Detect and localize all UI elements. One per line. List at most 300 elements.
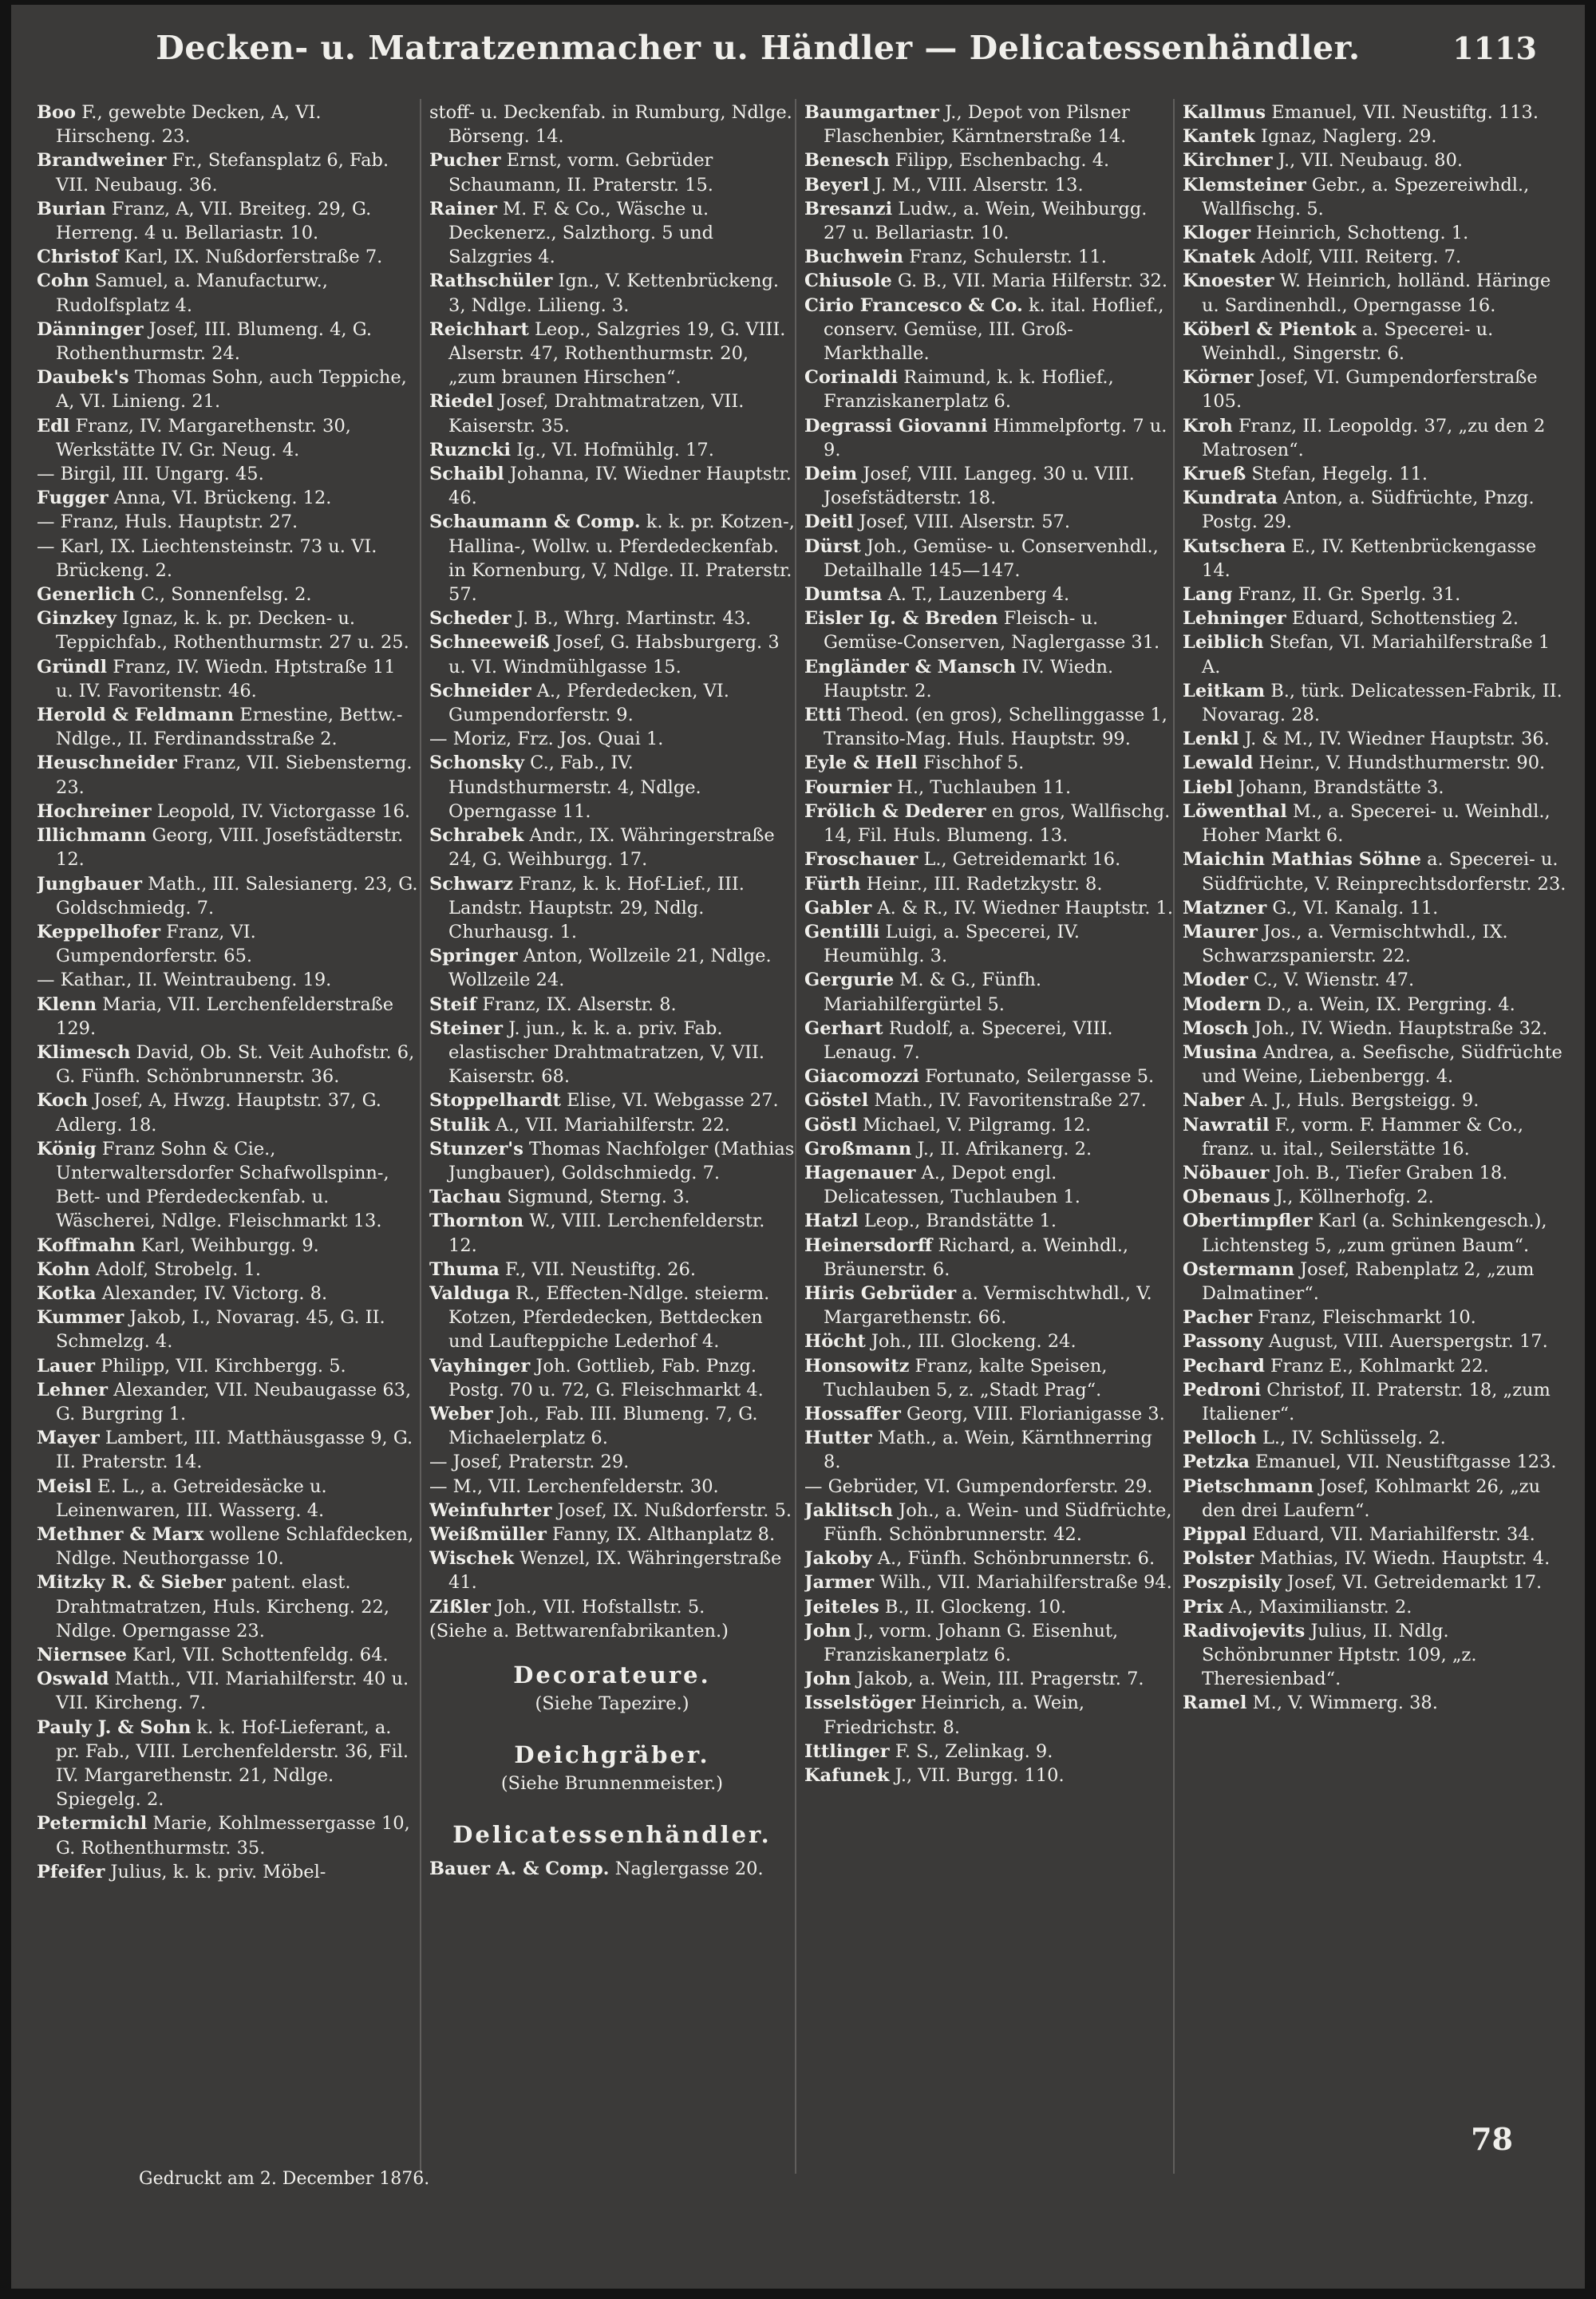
- directory-entry: [429, 1450, 795, 1474]
- entry-details: Franz, II. Leopoldg. 37, „zu den 2 Matrosen“.: [1202, 415, 1546, 460]
- entry-details: Thomas Sohn, auch Teppiche, A, VI. Linieng. 21.: [56, 367, 407, 413]
- entry-name: Weißmüller: [429, 1523, 547, 1545]
- entry-name: Knatek: [1183, 247, 1255, 268]
- directory-entry: [37, 968, 418, 992]
- entry-name: Springer: [429, 946, 518, 967]
- entry-details: August, VIII. Auerspergstr. 17.: [1268, 1331, 1548, 1353]
- entry-details: G. B., VII. Maria Hilferstr. 32.: [897, 271, 1168, 292]
- entry-details: Anna, VI. Brückeng. 12.: [113, 488, 332, 509]
- entry-details: — Karl, IX. Liechtensteinstr. 73 u. VI. Brückeng. 2.: [37, 535, 377, 581]
- entry-details: A., VII. Mariahilferstr. 22.: [495, 1114, 730, 1136]
- directory-entry: [1183, 800, 1570, 847]
- entry-details: Franz, Schulerstr. 11.: [909, 247, 1107, 268]
- entry-name: Lauer: [37, 1355, 95, 1377]
- entry-name: Keppelhofer: [37, 921, 160, 942]
- entry-name: Obenaus: [1183, 1187, 1270, 1208]
- directory-entry: [37, 1354, 418, 1378]
- entry-name: Dumtsa: [804, 584, 883, 606]
- entry-name: Nawratil: [1183, 1114, 1270, 1136]
- entry-details: (Siehe a. Bettwarenfabrikanten.): [429, 1620, 729, 1641]
- entry-name: Moder: [1183, 970, 1248, 991]
- entry-details: Franz, VI. Gumpendorferstr. 65.: [56, 921, 256, 967]
- entry-name: Prix: [1183, 1596, 1223, 1618]
- directory-entry: [804, 414, 1175, 462]
- entry-name: Benesch: [804, 150, 890, 172]
- entry-name: Kundrata: [1183, 488, 1278, 509]
- entry-name: Ruzncki: [429, 439, 512, 460]
- directory-entry: [37, 535, 418, 583]
- entry-name: Krueß: [1183, 464, 1246, 485]
- entry-name: Boo: [37, 102, 77, 123]
- directory-entry: [804, 1499, 1175, 1546]
- entry-name: Jakoby: [804, 1548, 872, 1570]
- entry-details: Josef, Rabenplatz 2, „zum Dalmatiner“.: [1202, 1258, 1535, 1304]
- directory-entry: [804, 1402, 1175, 1426]
- directory-entry: [429, 679, 795, 727]
- entry-name: Göstl: [804, 1114, 857, 1136]
- directory-entry: [804, 197, 1175, 245]
- entry-details: Josef, A, Hwzg. Hauptstr. 37, G. Adlerg. 18.: [56, 1090, 381, 1136]
- entry-details: Joh. Gottlieb, Fab. Pnzg. Postg. 70 u. 72, G. Fleischmarkt 4.: [448, 1355, 764, 1400]
- entry-details: Leopold, IV. Victorgasse 16.: [156, 800, 411, 822]
- directory-entry: [1183, 1450, 1570, 1474]
- entry-details: Ign., V. Kettenbrückeng. 3, Ndlge. Lilieng. 3.: [448, 271, 780, 316]
- entry-name: Höcht: [804, 1331, 866, 1353]
- entry-details: a. Vermischtwhdl., V. Margarethenstr. 66.: [824, 1282, 1152, 1329]
- entry-name: Gabler: [804, 897, 872, 918]
- entry-details: — Josef, Praterstr. 29.: [429, 1452, 630, 1473]
- entry-name: Thornton: [429, 1211, 524, 1232]
- entry-name: Mayer: [37, 1428, 100, 1449]
- entry-details: Math., IV. Favoritenstraße 27.: [874, 1090, 1147, 1112]
- entry-details: Stefan, VI. Mariahilferstraße 1 A.: [1202, 632, 1551, 677]
- entry-details: E., IV. Kettenbrückengasse 14.: [1202, 535, 1537, 581]
- entry-name: Kallmus: [1183, 102, 1266, 123]
- entry-name: Riedel: [429, 391, 494, 413]
- directory-entry: [1183, 1354, 1570, 1378]
- directory-entry: [37, 872, 418, 920]
- entry-details: F., vorm. F. Hammer & Co., franz. u. ital., Seilerstätte 16.: [1202, 1114, 1524, 1159]
- directory-entry: [804, 1595, 1175, 1619]
- entry-name: Stunzer's: [429, 1138, 523, 1159]
- directory-entry: [1183, 1426, 1570, 1450]
- entry-name: Körner: [1183, 367, 1254, 389]
- entry-details: — Birgil, III. Ungarg. 45.: [37, 464, 264, 485]
- entry-name: Hochreiner: [37, 800, 152, 822]
- directory-entry: [429, 1088, 795, 1112]
- entry-details: J., Depot von Pilsner Flaschenbier, Kärntnerstraße 14.: [824, 102, 1130, 148]
- entry-details: Math., III. Salesianerg. 23, G. Goldschmiedg. 7.: [56, 873, 418, 918]
- directory-entry: [804, 1065, 1175, 1088]
- entry-details: Franz, IV. Margarethenstr. 30, Werkstätte IV. Gr. Neug. 4.: [56, 415, 351, 460]
- directory-entry: [37, 1426, 418, 1474]
- entry-name: Pfeifer: [37, 1861, 105, 1882]
- entry-name: Schaibl: [429, 464, 504, 485]
- entry-name: Pacher: [1183, 1307, 1253, 1329]
- entry-name: Hossaffer: [804, 1403, 901, 1424]
- directory-entry: [804, 1764, 1175, 1787]
- entry-name: Passony: [1183, 1331, 1263, 1353]
- entry-details: Franz, VII. Siebensterng. 23.: [56, 753, 413, 798]
- entry-name: Leiblich: [1183, 632, 1264, 654]
- directory-entry: [429, 1619, 795, 1643]
- entry-name: Lehninger: [1183, 608, 1286, 630]
- entry-details: M. F. & Co., Wäsche u. Deckenerz., Salzthorg. 5 und Salzgries 4.: [448, 198, 714, 268]
- entry-details: — Franz, Huls. Hauptstr. 27.: [37, 512, 298, 533]
- entry-name: Ramel: [1183, 1693, 1247, 1714]
- entry-name: Meisl: [37, 1475, 92, 1497]
- entry-name: Kummer: [37, 1307, 124, 1329]
- section-decorateure: [429, 1643, 795, 1723]
- entry-details: Julius, II. Ndlg. Schönbrunner Hptstr. 109, „z. Theresienbad“.: [1202, 1620, 1477, 1690]
- directory-entry: [1183, 124, 1570, 148]
- page-header: [11, 29, 1585, 85]
- entry-name: Gerhart: [804, 1017, 883, 1039]
- directory-entry: [429, 727, 795, 751]
- section-title: Delicatessenhändler.: [452, 1821, 772, 1848]
- directory-entry: [37, 245, 418, 269]
- entry-details: Franz, kalte Speisen, Tuchlauben 5, z. „Stadt Prag“.: [824, 1355, 1108, 1400]
- entry-details: a. Specerei- u. Südfrüchte, V. Reinprechtsdorferstr. 23.: [1202, 849, 1566, 895]
- entry-details: Josef, III. Blumeng. 4, G. Rothenthurmstr. 24.: [56, 318, 373, 365]
- entry-details: Joh., III. Glockeng. 24.: [871, 1331, 1077, 1353]
- entry-name: Eisler Ig. & Breden: [804, 608, 998, 630]
- entry-details: F. S., Zelinkag. 9.: [895, 1740, 1053, 1762]
- entry-name: Klimesch: [37, 1041, 131, 1063]
- entry-details: J., vorm. Johann G. Eisenhut, Franziskanerplatz 6.: [824, 1620, 1119, 1665]
- directory-entry: [429, 389, 795, 437]
- entry-details: — M., VII. Lerchenfelderstr. 30.: [429, 1475, 719, 1497]
- entry-details: Math., a. Wein, Kärnthnerring 8.: [824, 1428, 1152, 1473]
- entry-name: Zißler: [429, 1596, 491, 1618]
- entry-details: M. & G., Fünfh. Mariahilfergürtel 5.: [824, 970, 1042, 1015]
- entry-name: Pelloch: [1183, 1428, 1257, 1449]
- entry-details: stoff- u. Deckenfab. in Rumburg, Ndlge. Börseng. 14.: [429, 102, 792, 148]
- entry-name: Naber: [1183, 1090, 1245, 1112]
- directory-entry: [37, 148, 418, 196]
- entry-name: Kloger: [1183, 223, 1251, 244]
- entry-details: Raimund, k. k. Hoflief., Franziskanerplatz 6.: [824, 367, 1114, 413]
- entry-name: Isselstöger: [804, 1693, 915, 1714]
- entry-name: Klemsteiner: [1183, 174, 1306, 196]
- directory-entry: [37, 1523, 418, 1570]
- directory-entry: [1183, 414, 1570, 462]
- entry-name: Buchwein: [804, 247, 904, 268]
- directory-entry: [429, 824, 795, 871]
- directory-entry: [1183, 1378, 1570, 1426]
- directory-entry: [1183, 896, 1570, 920]
- entry-name: Degrassi Giovanni: [804, 415, 988, 436]
- directory-entry: [37, 1667, 418, 1715]
- entry-name: Eyle & Hell: [804, 753, 918, 774]
- entry-details: Eduard, VII. Mariahilferstr. 34.: [1252, 1523, 1535, 1545]
- entry-details: Ernst, vorm. Gebrüder Schaumann, II. Praterstr. 15.: [448, 150, 713, 196]
- entry-name: Liebl: [1183, 776, 1233, 798]
- entry-name: Koch: [37, 1090, 89, 1112]
- entry-details: Lambert, III. Matthäusgasse 9, G. II. Praterstr. 14.: [56, 1428, 413, 1473]
- entry-details: Ernestine, Bettw.-Ndlge., II. Ferdinandsstraße 2.: [56, 705, 403, 750]
- entry-details: Marie, Kohlmessergasse 10, G. Rothenthurmstr. 35.: [56, 1813, 410, 1859]
- directory-entry: [37, 197, 418, 245]
- directory-entry: [429, 1523, 795, 1546]
- entry-details: J., Köllnerhofg. 2.: [1275, 1187, 1434, 1208]
- entry-name: Pucher: [429, 150, 501, 172]
- directory-entry: [37, 101, 418, 148]
- entry-name: Wischek: [429, 1548, 515, 1570]
- entry-name: Modern: [1183, 993, 1262, 1015]
- entry-name: Heuschneider: [37, 753, 177, 774]
- entry-details: Adolf, VIII. Reiterg. 7.: [1260, 247, 1462, 268]
- entry-details: Franz, A, VII. Breiteg. 29, G. Herreng. 4 u. Bellariastr. 10.: [56, 198, 372, 244]
- entry-name: Thuma: [429, 1258, 500, 1280]
- directory-entry: [1183, 148, 1570, 172]
- directory-entry: [1183, 1041, 1570, 1088]
- directory-entry: [37, 583, 418, 606]
- directory-entry: [804, 1161, 1175, 1209]
- entry-name: Maichin Mathias Söhne: [1183, 849, 1421, 871]
- directory-entry: [1183, 1546, 1570, 1570]
- entry-details: Heinrich, a. Wein, Friedrichstr. 8.: [824, 1693, 1084, 1738]
- section-deichgraeber: [429, 1723, 795, 1803]
- directory-entry: [429, 269, 795, 317]
- entry-details: Heinr., III. Radetzkystr. 8.: [866, 873, 1103, 895]
- folio-number: 78: [1471, 2121, 1513, 2157]
- directory-entry: [37, 824, 418, 871]
- directory-entry: [1183, 1619, 1570, 1692]
- directory-entry: [1183, 245, 1570, 269]
- directory-entry: [37, 1258, 418, 1282]
- entry-name: Jungbauer: [37, 873, 142, 895]
- entry-details: Joh. B., Tiefer Graben 18.: [1274, 1162, 1508, 1183]
- entry-details: Franz, IX. Alserstr. 8.: [482, 993, 677, 1015]
- entry-details: IV. Wiedn. Hauptstr. 2.: [824, 656, 1114, 701]
- entry-name: Oswald: [37, 1669, 109, 1690]
- entry-details: Karl, VII. Schottenfeldg. 64.: [132, 1645, 389, 1665]
- directory-entry: [429, 197, 795, 270]
- directory-entry: [804, 703, 1175, 751]
- entry-details: Andrea, a. Seefische, Südfrüchte und Weine, Liebenbergg. 4.: [1202, 1041, 1562, 1088]
- entry-details: C., Sonnenfelsg. 2.: [140, 584, 312, 606]
- directory-entry: [804, 269, 1175, 293]
- directory-entry: [804, 101, 1175, 148]
- entry-name: Stulik: [429, 1114, 490, 1136]
- directory-entry: [1183, 1088, 1570, 1112]
- entry-details: Jakob, a. Wein, III. Pragerstr. 7.: [856, 1669, 1144, 1690]
- entry-details: W., VIII. Lerchenfelderstr. 12.: [448, 1211, 765, 1256]
- entry-name: Pippal: [1183, 1523, 1247, 1545]
- directory-entry: [804, 148, 1175, 172]
- entry-name: Matzner: [1183, 897, 1267, 918]
- directory-entry: [1183, 847, 1570, 895]
- directory-entry: [1183, 462, 1570, 486]
- entry-details: Johann, Brandstätte 3.: [1238, 776, 1444, 798]
- entry-details: Franz, k. k. Hof-Lief., III. Landstr. Hauptstr. 29, Ndlg. Churhausg. 1.: [448, 873, 745, 942]
- entry-name: Corinaldi: [804, 367, 899, 389]
- directory-entry: [804, 1234, 1175, 1282]
- entry-name: Löwenthal: [1183, 800, 1287, 822]
- entry-name: Brandweiner: [37, 150, 167, 172]
- entry-details: David, Ob. St. Veit Auhofstr. 6, G. Fünfh. Schönbrunnerstr. 36.: [56, 1041, 415, 1088]
- entry-name: Ostermann: [1183, 1258, 1294, 1280]
- entry-details: Himmelpfortg. 7 u. 9.: [824, 415, 1167, 460]
- directory-entry: [1183, 1161, 1570, 1185]
- section-title: Decorateure.: [513, 1661, 711, 1689]
- directory-entry: [429, 1595, 795, 1619]
- directory-entry: [1183, 920, 1570, 968]
- section-title: Deichgräber.: [514, 1741, 710, 1768]
- entry-name: Radivojevits: [1183, 1620, 1306, 1641]
- entry-name: Pechard: [1183, 1355, 1265, 1377]
- entry-details: Emanuel, VII. Neustiftg. 113.: [1271, 102, 1539, 123]
- directory-page: [11, 5, 1585, 2289]
- entry-details: F., gewebte Decken, A, VI. Hirscheng. 23.: [56, 102, 322, 148]
- entry-details: — Gebrüder, VI. Gumpendorferstr. 29.: [804, 1475, 1153, 1497]
- entry-details: Christof, II. Praterstr. 18, „zum Italiener“.: [1202, 1379, 1551, 1424]
- directory-entry: [429, 1475, 795, 1499]
- directory-entry: [37, 800, 418, 824]
- directory-entry: [1183, 1691, 1570, 1715]
- entry-name: Niernsee: [37, 1645, 127, 1665]
- directory-entry: [429, 1113, 795, 1137]
- entry-details: patent. elast. Drahtmatratzen, Huls. Kircheng. 22, Ndlge. Operngasse 23.: [56, 1572, 390, 1641]
- entry-details: Fortunato, Seilergasse 5.: [925, 1066, 1155, 1088]
- entry-details: A., Depot engl. Delicatessen, Tuchlauben 1.: [824, 1162, 1080, 1208]
- entry-name: Fugger: [37, 488, 109, 509]
- print-date: Gedruckt am 2. December 1876.: [139, 2169, 430, 2189]
- entry-details: A., Maximilianstr. 2.: [1228, 1596, 1412, 1618]
- entry-name: Rathschüler: [429, 271, 553, 292]
- entry-details: Naglergasse 20.: [614, 1859, 764, 1879]
- entry-name: Etti: [804, 705, 842, 726]
- entry-name: Gentilli: [804, 921, 880, 942]
- entry-details: R., Effecten-Ndlge. steierm. Kotzen, Pferdedecken, Bettdecken und Laufteppiche Lederhof 4.: [448, 1282, 770, 1353]
- entry-details: Franz, Fleischmarkt 10.: [1258, 1307, 1476, 1329]
- entry-details: Johanna, IV. Wiedner Hauptstr. 46.: [448, 464, 792, 509]
- directory-entry: [37, 414, 418, 462]
- entry-name: Hatzl: [804, 1211, 859, 1232]
- entry-details: Fanny, IX. Althanplatz 8.: [551, 1523, 776, 1545]
- directory-entry: [804, 920, 1175, 968]
- directory-entry: [429, 510, 795, 606]
- entry-name: Dänninger: [37, 318, 144, 340]
- entry-details: B., II. Glockeng. 10.: [884, 1596, 1067, 1618]
- entry-details: Anton, a. Südfrüchte, Pnzg. Postg. 29.: [1202, 488, 1535, 533]
- entry-details: Josef, VIII. Alserstr. 57.: [859, 512, 1070, 533]
- entry-name: Mosch: [1183, 1017, 1249, 1039]
- entry-details: k. k. pr. Kotzen-, Hallina-, Wollw. u. Pferdedeckenfab. in Kornenburg, V, Ndlge. II. Praterstr. 57.: [448, 512, 795, 606]
- entry-details: Theod. (en gros), Schellinggasse 1, Transito-Mag. Huls. Hauptstr. 99.: [824, 705, 1167, 750]
- directory-entry: [37, 993, 418, 1041]
- entry-details: Georg, VIII. Florianigasse 3.: [906, 1403, 1165, 1424]
- entry-details: A. T., Lauzenberg 4.: [887, 584, 1070, 606]
- directory-entry: [1183, 1209, 1570, 1257]
- entry-name: Heinersdorff: [804, 1234, 933, 1256]
- directory-entry: [804, 245, 1175, 269]
- entry-details: Andr., IX. Währingerstraße 24, G. Weihburgg. 17.: [448, 825, 775, 871]
- entry-details: en gros, Wallfischg. 14, Fil. Huls. Blumeng. 13.: [824, 800, 1171, 847]
- directory-entry: [804, 1209, 1175, 1233]
- entry-name: Methner & Marx: [37, 1523, 204, 1545]
- entry-details: A., Pferdedecken, VI. Gumpendorferstr. 9.: [448, 680, 729, 726]
- entry-name: Hiris Gebrüder: [804, 1282, 957, 1304]
- directory-entry: [804, 1691, 1175, 1739]
- directory-entry: [37, 365, 418, 413]
- entry-details: Joh., Fab. III. Blumeng. 7, G. Michaelerplatz 6.: [448, 1403, 758, 1449]
- entry-details: G., VI. Kanalg. 11.: [1272, 897, 1439, 918]
- directory-entry: [804, 535, 1175, 583]
- entry-name: Maurer: [1183, 921, 1258, 942]
- entry-name: Poszpisily: [1183, 1572, 1282, 1594]
- entry-details: Heinrich, Schotteng. 1.: [1256, 223, 1469, 244]
- directory-entry: [429, 1857, 795, 1881]
- entry-name: John: [804, 1669, 851, 1690]
- entry-details: Josef, VIII. Langeg. 30 u. VIII. Josefstädterstr. 18.: [824, 464, 1135, 509]
- directory-entry: [1183, 1113, 1570, 1161]
- directory-entry: [1183, 1329, 1570, 1353]
- entry-details: Emanuel, VII. Neustiftgasse 123.: [1255, 1452, 1557, 1473]
- entry-details: J., II. Afrikanerg. 2.: [917, 1138, 1092, 1159]
- entry-details: Leop., Brandstätte 1.: [863, 1211, 1057, 1232]
- entry-details: Josef, VI. Gumpendorferstraße 105.: [1202, 367, 1538, 413]
- entry-details: Josef, G. Habsburgerg. 3 u. VI. Windmühlgasse 15.: [448, 632, 780, 677]
- entry-details: J., VII. Neubaug. 80.: [1278, 150, 1464, 172]
- directory-entry: [37, 1716, 418, 1812]
- directory-entry: [429, 993, 795, 1017]
- directory-entry: [804, 1088, 1175, 1112]
- directory-entry: [804, 872, 1175, 896]
- column-2-after-entries: [429, 1857, 795, 1881]
- directory-entry: [1183, 993, 1570, 1017]
- entry-details: Karl, Weihburgg. 9.: [140, 1234, 319, 1256]
- entry-name: Weinfuhrter: [429, 1499, 552, 1521]
- entry-name: Lenkl: [1183, 729, 1239, 750]
- entry-details: B., türk. Delicatessen-Fabrik, II. Novarag. 28.: [1202, 680, 1562, 726]
- directory-entry: [1183, 630, 1570, 678]
- entry-name: Steif: [429, 993, 477, 1015]
- directory-entry: [1183, 968, 1570, 992]
- entry-details: Gebr., a. Spezereiwhdl., Wallfischg. 5.: [1202, 174, 1530, 219]
- entry-name: Ginzkey: [37, 608, 117, 630]
- entry-name: Pietschmann: [1183, 1475, 1314, 1497]
- entry-details: Leop., Salzgries 19, G. VIII. Alserstr. 47, Rothenthurmstr. 20, „zum braunen Hirschen“.: [448, 318, 786, 389]
- entry-details: Ludw., a. Wein, Weihburgg. 27 u. Bellariastr. 10.: [824, 198, 1148, 244]
- entry-details: Jos., a. Vermischtwhdl., IX. Schwarzspanierstr. 22.: [1202, 921, 1508, 967]
- directory-entry: [1183, 1185, 1570, 1209]
- directory-entry: [1183, 535, 1570, 583]
- entry-details: Jakob, I., Novarag. 45, G. II. Schmelzg. 4.: [56, 1307, 385, 1353]
- entry-details: L., IV. Schlüsselg. 2.: [1262, 1428, 1446, 1449]
- entry-details: L., Getreidemarkt 16.: [923, 849, 1121, 871]
- entry-details: Franz, IV. Wiedn. Hptstraße 11 u. IV. Favoritenstr. 46.: [56, 656, 396, 701]
- entry-details: Josef, VI. Getreidemarkt 17.: [1287, 1572, 1543, 1594]
- entry-name: Knoester: [1183, 271, 1274, 292]
- directory-entry: [37, 751, 418, 799]
- entry-details: Maria, VII. Lerchenfelderstraße 129.: [56, 993, 394, 1039]
- entry-name: Petzka: [1183, 1452, 1250, 1473]
- directory-entry: [429, 1546, 795, 1594]
- directory-entry: [1183, 318, 1570, 365]
- entry-details: Luigi, a. Specerei, IV. Heumühlg. 3.: [824, 921, 1080, 967]
- entry-details: M., V. Wimmerg. 38.: [1252, 1693, 1438, 1714]
- entry-name: Kotka: [37, 1282, 97, 1304]
- directory-entry: [429, 438, 795, 462]
- directory-entry: [804, 655, 1175, 703]
- directory-entry: [37, 1860, 418, 1884]
- directory-entry: [804, 365, 1175, 413]
- entry-name: Steiner: [429, 1017, 504, 1039]
- directory-entry: [1183, 1017, 1570, 1041]
- entry-name: Gründl: [37, 656, 108, 677]
